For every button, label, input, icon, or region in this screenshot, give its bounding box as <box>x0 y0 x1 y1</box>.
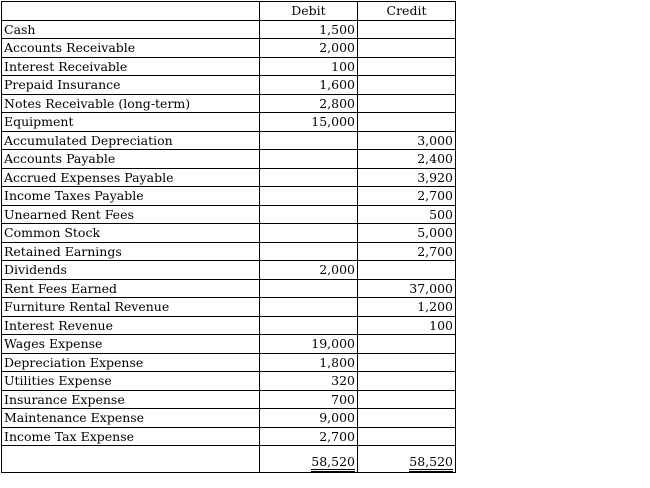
credit-cell <box>358 335 456 354</box>
trial-balance-table <box>1 1 456 473</box>
credit-cell <box>358 409 456 428</box>
account-cell: Insurance Expense <box>2 390 260 409</box>
table-row <box>2 150 456 169</box>
account-cell: Income Taxes Payable <box>2 187 260 206</box>
debit-cell: 2,700 <box>260 427 358 446</box>
credit-cell <box>358 113 456 132</box>
table-row <box>2 353 456 372</box>
account-cell: Equipment <box>2 113 260 132</box>
debit-cell: 320 <box>260 372 358 391</box>
credit-cell <box>358 353 456 372</box>
debit-cell: 700 <box>260 390 358 409</box>
credit-cell <box>358 390 456 409</box>
account-cell: Utilities Expense <box>2 372 260 391</box>
account-column-header <box>2 2 260 21</box>
account-cell: Notes Receivable (long-term) <box>2 94 260 113</box>
account-cell: Accrued Expenses Payable <box>2 168 260 187</box>
account-cell: Interest Revenue <box>2 316 260 335</box>
table-row <box>2 76 456 95</box>
account-cell: Accumulated Depreciation <box>2 131 260 150</box>
account-cell: Income Tax Expense <box>2 427 260 446</box>
table-row <box>2 205 456 224</box>
debit-cell: 1,500 <box>260 20 358 39</box>
credit-cell: 500 <box>358 205 456 224</box>
account-cell: Rent Fees Earned <box>2 279 260 298</box>
credit-cell <box>358 76 456 95</box>
table-body <box>2 20 456 446</box>
account-cell: Common Stock <box>2 224 260 243</box>
credit-column-header: Credit <box>358 2 456 21</box>
credit-cell: 3,920 <box>358 168 456 187</box>
credit-cell: 2,700 <box>358 242 456 261</box>
credit-cell: 2,400 <box>358 150 456 169</box>
account-cell: Prepaid Insurance <box>2 76 260 95</box>
account-cell: Cash <box>2 20 260 39</box>
account-cell: Wages Expense <box>2 335 260 354</box>
total-debit <box>260 446 358 473</box>
table-row <box>2 427 456 446</box>
debit-cell <box>260 150 358 169</box>
total-credit <box>358 446 456 473</box>
credit-cell: 3,000 <box>358 131 456 150</box>
account-cell: Retained Earnings <box>2 242 260 261</box>
debit-cell: 2,800 <box>260 94 358 113</box>
debit-cell <box>260 298 358 317</box>
credit-cell: 100 <box>358 316 456 335</box>
debit-cell <box>260 187 358 206</box>
account-cell: Accounts Payable <box>2 150 260 169</box>
account-cell: Unearned Rent Fees <box>2 205 260 224</box>
table-row <box>2 298 456 317</box>
table-row <box>2 57 456 76</box>
table-row <box>2 261 456 280</box>
table-row <box>2 20 456 39</box>
credit-cell <box>358 427 456 446</box>
credit-cell <box>358 39 456 58</box>
debit-column-header: Debit <box>260 2 358 21</box>
table-row <box>2 316 456 335</box>
credit-cell <box>358 372 456 391</box>
credit-cell <box>358 261 456 280</box>
account-cell: Depreciation Expense <box>2 353 260 372</box>
credit-cell: 37,000 <box>358 279 456 298</box>
debit-cell <box>260 168 358 187</box>
debit-cell: 100 <box>260 57 358 76</box>
debit-cell: 9,000 <box>260 409 358 428</box>
table-row <box>2 279 456 298</box>
debit-cell <box>260 205 358 224</box>
debit-cell <box>260 316 358 335</box>
table-row <box>2 242 456 261</box>
debit-cell: 2,000 <box>260 261 358 280</box>
debit-cell <box>260 279 358 298</box>
credit-cell <box>358 57 456 76</box>
table-row <box>2 390 456 409</box>
debit-cell: 1,800 <box>260 353 358 372</box>
total-credit-value: 58,520 <box>409 455 453 472</box>
credit-cell: 5,000 <box>358 224 456 243</box>
account-cell: Maintenance Expense <box>2 409 260 428</box>
debit-cell: 1,600 <box>260 76 358 95</box>
credit-cell: 2,700 <box>358 187 456 206</box>
table-row <box>2 131 456 150</box>
account-cell: Dividends <box>2 261 260 280</box>
debit-cell: 2,000 <box>260 39 358 58</box>
credit-cell <box>358 94 456 113</box>
totals-label <box>2 446 260 473</box>
credit-cell <box>358 20 456 39</box>
table-row <box>2 372 456 391</box>
header-row <box>2 2 456 21</box>
table-row <box>2 39 456 58</box>
table-row <box>2 187 456 206</box>
table-row <box>2 335 456 354</box>
table-row <box>2 113 456 132</box>
table-row <box>2 224 456 243</box>
debit-cell <box>260 131 358 150</box>
account-cell: Accounts Receivable <box>2 39 260 58</box>
table-row <box>2 168 456 187</box>
debit-cell: 15,000 <box>260 113 358 132</box>
totals-row <box>2 446 456 473</box>
account-cell: Furniture Rental Revenue <box>2 298 260 317</box>
credit-cell: 1,200 <box>358 298 456 317</box>
table-row <box>2 94 456 113</box>
total-debit-value: 58,520 <box>311 455 355 472</box>
debit-cell: 19,000 <box>260 335 358 354</box>
table-row <box>2 409 456 428</box>
debit-cell <box>260 224 358 243</box>
debit-cell <box>260 242 358 261</box>
account-cell: Interest Receivable <box>2 57 260 76</box>
